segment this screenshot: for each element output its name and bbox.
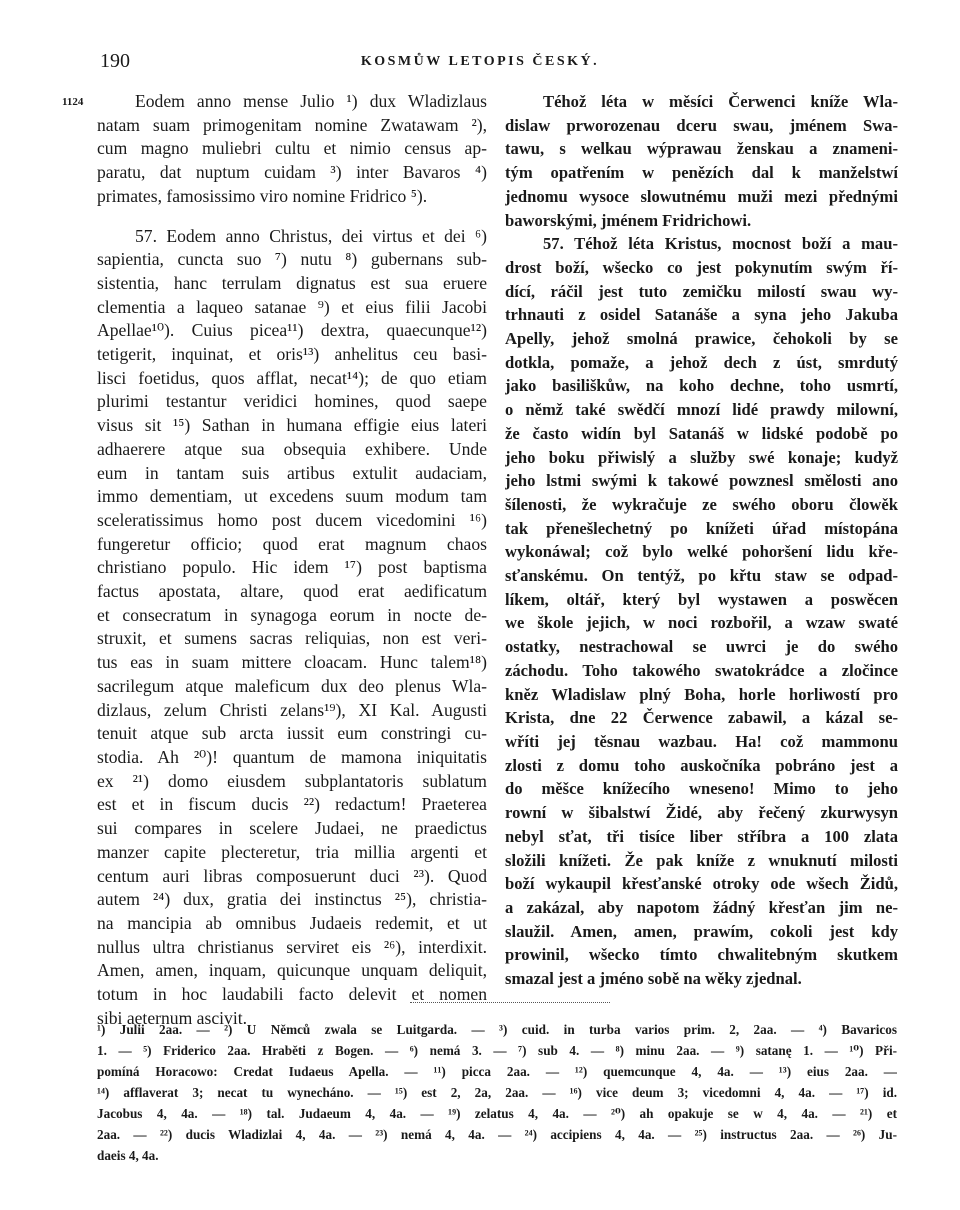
text-line: sťanskému. On tentýž, po křtu staw se odpad- [505,566,898,586]
text-line: et consecratum in synagoga eorum in nocte de- [97,604,487,625]
text-line: primates, famosissimo viro nomine Fridrico ⁵). [97,185,428,206]
text-line: dislaw prworozenau dceru swau, jménem Swa- [505,115,898,135]
text-line: záchodu. Toho takowého swatokrádce a zločince [505,660,898,680]
text-line: wříti jej těsnau wazbau. Ha! což mammonu [505,731,898,751]
page-number: 190 [100,50,130,72]
latin-paragraph-57 [97,225,487,1031]
text-line: pomíná Horacowo: Credat Iudaeus Apella. — ¹¹) picca 2aa. — ¹²) quemcunque 4, 4a. — ¹³) eius 2aa. — [97,1064,897,1079]
latin-column [97,90,487,1030]
text-line: tenuit atque sub arcta iussit eum constringi cu- [97,723,487,744]
text-line: líkem, oltář, který byl wystawen a poswěcen [505,589,898,609]
text-line: nullus ultra christianus serviret eis ²⁶), interdixit. [97,936,487,957]
text-line: adhaerere atque sua obsequia exhibere. Unde [97,438,487,459]
text-line: baworskými, jménem Fridrichowi. [505,210,752,230]
text-line: centum auri libras composuerunt duci ²³). Quod [97,865,487,886]
text-line: nebyl sťat, tři tisíce liber stříbra a 100 zlata [505,826,898,846]
text-line: sapientia, cuncta suo ⁷) nutu ⁸) gubernans sub- [97,249,487,270]
footnote-separator [410,1002,610,1003]
text-line: plurimi testantur veridici homines, quod saepe [97,391,487,412]
text-line: paratu, dat nuptum cuidam ³) inter Bavaros ⁴) [97,162,487,183]
text-line: Krista, dne 22 Čerwence zabawil, a kázal se- [505,708,898,728]
text-line: sistentia, hanc terrulam dignatus est sua eruere [97,272,487,293]
text-line: we škole jejich, w noci rozbořil, a wzaw swaté [505,613,898,633]
text-line: clementia a laqueo satanae ⁹) et eius filii Jacobi [97,296,487,317]
text-line: a zakázal, aby napotom žádný křesťan jim ne- [505,897,898,917]
text-line: tetigerit, inquinat, et oris¹³) anhelitus ceu basi- [97,344,487,365]
text-line: struxit, et sumens sacras reliquias, non est veri- [97,628,487,649]
text-line: Apelly, jehož smolná prawice, čehokoli by se [505,329,898,349]
text-line: sibi aeternum ascivit. [97,1007,247,1028]
text-line: christiano populo. Hic idem ¹⁷) post baptisma [97,557,487,578]
text-line: immo dementiam, ut excedens suum modum tam [97,486,487,507]
text-line: dotkla, pomaže, a jehož dech z úst, smrdutý [505,352,898,372]
text-line: manzer capite plecteretur, tria millia argenti et [97,841,487,862]
text-line: drost boží, wšecko co jest pokynutím swým ří- [505,257,898,277]
footnotes [97,1019,897,1166]
text-line: ex ²¹) domo eiusdem subplantatoris sublatum [97,770,487,791]
text-line: ostatky, nestrachowal se uwrci je do swého [505,637,898,657]
text-line: rowní w šibalstwí Židé, aby řečený zkurwysyn [505,803,898,823]
latin-paragraph-1 [97,90,487,209]
text-line: dizlaus, zelum Christi zelans¹⁹), XI Kal. Augusti [97,699,487,720]
text-line: smazal jest a jméno sobě na wěky zjednal. [505,969,802,989]
text-line: jednomu wysoce slowutnému muži mezi přednými [505,186,898,206]
text-line: Apellae¹⁰). Cuius picea¹¹) dextra, quaecunque¹²) [97,320,487,341]
text-line: jako basiliškůw, na koho dechne, toho usmrtí, [505,376,898,396]
text-line: natam suam primogenitam nomine Zwatawam ²), [97,114,487,135]
text-line: prowinil, wšecko tímto chwalitebným skutkem [505,945,898,965]
czech-paragraph-1 [505,90,898,232]
text-line: sui compares in scelere Judaei, ne praedictus [97,818,487,839]
text-line: složili knížeti. Že pak kníže z wnuknutí milosti [505,850,898,870]
text-line: eum in tantam suis artibus extulit audaciam, [97,462,487,483]
text-line: Amen, amen, inquam, quicunque unquam deliquit, [97,960,487,981]
text-line: Téhož léta w měsíci Čerwenci kníže Wla- [543,92,898,111]
text-line: na mancipia ab omnibus Judaeis redemit, et ut [97,912,487,933]
text-line: tak přenešlechetný po knížeti úřad místopána [505,518,898,538]
text-line: sacrilegum atque maleficum dux deo plenus Wla- [97,675,487,696]
page-header [0,50,960,80]
text-line: jeho lstmi swými k takowé powznesl smělosti ano [505,471,898,491]
text-line: trhnauti z osidel Satanáše a syna jeho Jakuba [505,305,898,325]
text-line: zlosti z domu toho auskočníka pobráno jest a [505,755,898,775]
text-line: daeis 4, 4a. [97,1148,159,1163]
text-line: sceleratissimus homo post ducem vicedomini ¹⁶) [97,509,487,530]
text-line: že často widín byl Satanáš w lidské podobě po [505,423,898,443]
text-line: dící, ráčil jest tuto zemičku milostí swau wy- [505,281,898,301]
running-title: KOSMŮW LETOPIS ČESKÝ. [360,54,600,69]
text-line: lisci foetidus, quos afflat, necat¹⁴); de quo etiam [97,367,487,388]
text-line: ¹⁴) afflaverat 3; necat tu wynecháno. — ¹⁵) est 2, 2a, 2aa. — ¹⁶) vice deum 3; vicedomni 4, 4a. — ¹⁷) id. [97,1085,897,1100]
text-line: slaužil. Amen, amen, prawím, cokoli jest kdy [505,921,898,941]
text-line: tus eas in suam mittere cloacam. Hunc talem¹⁸) [97,652,487,673]
text-line: stodia. Ah ²⁰)! quantum de mamona iniquitatis [97,746,487,767]
text-line: tým opatřením w penězích dal k manželstwí [505,163,898,183]
text-line: visus sit ¹⁵) Sathan in humana effigie eius lateri [97,415,487,436]
text-line: wykonáwal; což bylo welké pohoršení lidu kře- [505,542,898,562]
czech-paragraph-57 [505,232,898,991]
margin-year: 1124 [62,96,84,108]
text-line: factus apostata, altare, quod erat aedificatum [97,581,487,602]
text-line: totum in hoc laudabili facto delevit et nomen [97,984,487,1005]
text-line: cum magno muliebri cultu et nimio census ap- [97,138,487,159]
text-line: fungeretur officio; quod erat magnum chaos [97,533,487,554]
text-line: est et in fiscum ducis ²²) redactum! Praeterea [97,794,487,815]
text-line: šílenosti, že wykračuje ze swého oboru člowěk [505,494,898,514]
text-line: boží wykaupil křesťanské otroky ode wšech Židů, [505,874,898,894]
text-line: Jacobus 4, 4a. — ¹⁸) tal. Judaeum 4, 4a. — ¹⁹) zelatus 4, 4a. — ²⁰) ah opakuje se w 4, 4a. — ²¹) et [97,1106,897,1121]
text-line: jeho boku přiwislý a služby swé konaje; kudyž [505,447,898,467]
text-line: o němž také swědčí mnozí lidé prawdy milowní, [505,400,898,420]
text-line: ¹) Julii 2aa. — ²) U Němců zwala se Luitgarda. — ³) cuid. in turba varios prim. 2, 2aa. — ⁴) Bavaricos [97,1022,897,1037]
text-line: 1. — ⁵) Friderico 2aa. Hraběti z Bogen. — ⁶) nemá 3. — ⁷) sub 4. — ⁸) minu 2aa. — ⁹) satanę 1. — ¹⁰) Při- [97,1043,897,1058]
czech-column [505,90,898,991]
text-line: tawu, s welkau wýprawau ženskau a znameni- [505,139,898,159]
text-line: 57. Eodem anno Christus, dei virtus et dei ⁶) [135,225,487,246]
text-line: 57. Téhož léta Kristus, mocnost boží a mau- [543,234,898,254]
text-line: do měšce knížecího wneseno! Mimo to jeho [505,779,898,799]
text-line: Eodem anno mense Julio ¹) dux Wladizlaus [135,91,487,111]
text-line: 2aa. — ²²) ducis Wladizlai 4, 4a. — ²³) nemá 4, 4a. — ²⁴) accipiens 4, 4a. — ²⁵) instructus 2aa. — ²⁶) Ju- [97,1127,897,1142]
text-line: autem ²⁴) dux, gratia dei instinctus ²⁵), christia- [97,889,487,910]
text-line: kněz Wladislaw plný Boha, horle horliwostí pro [505,684,898,704]
